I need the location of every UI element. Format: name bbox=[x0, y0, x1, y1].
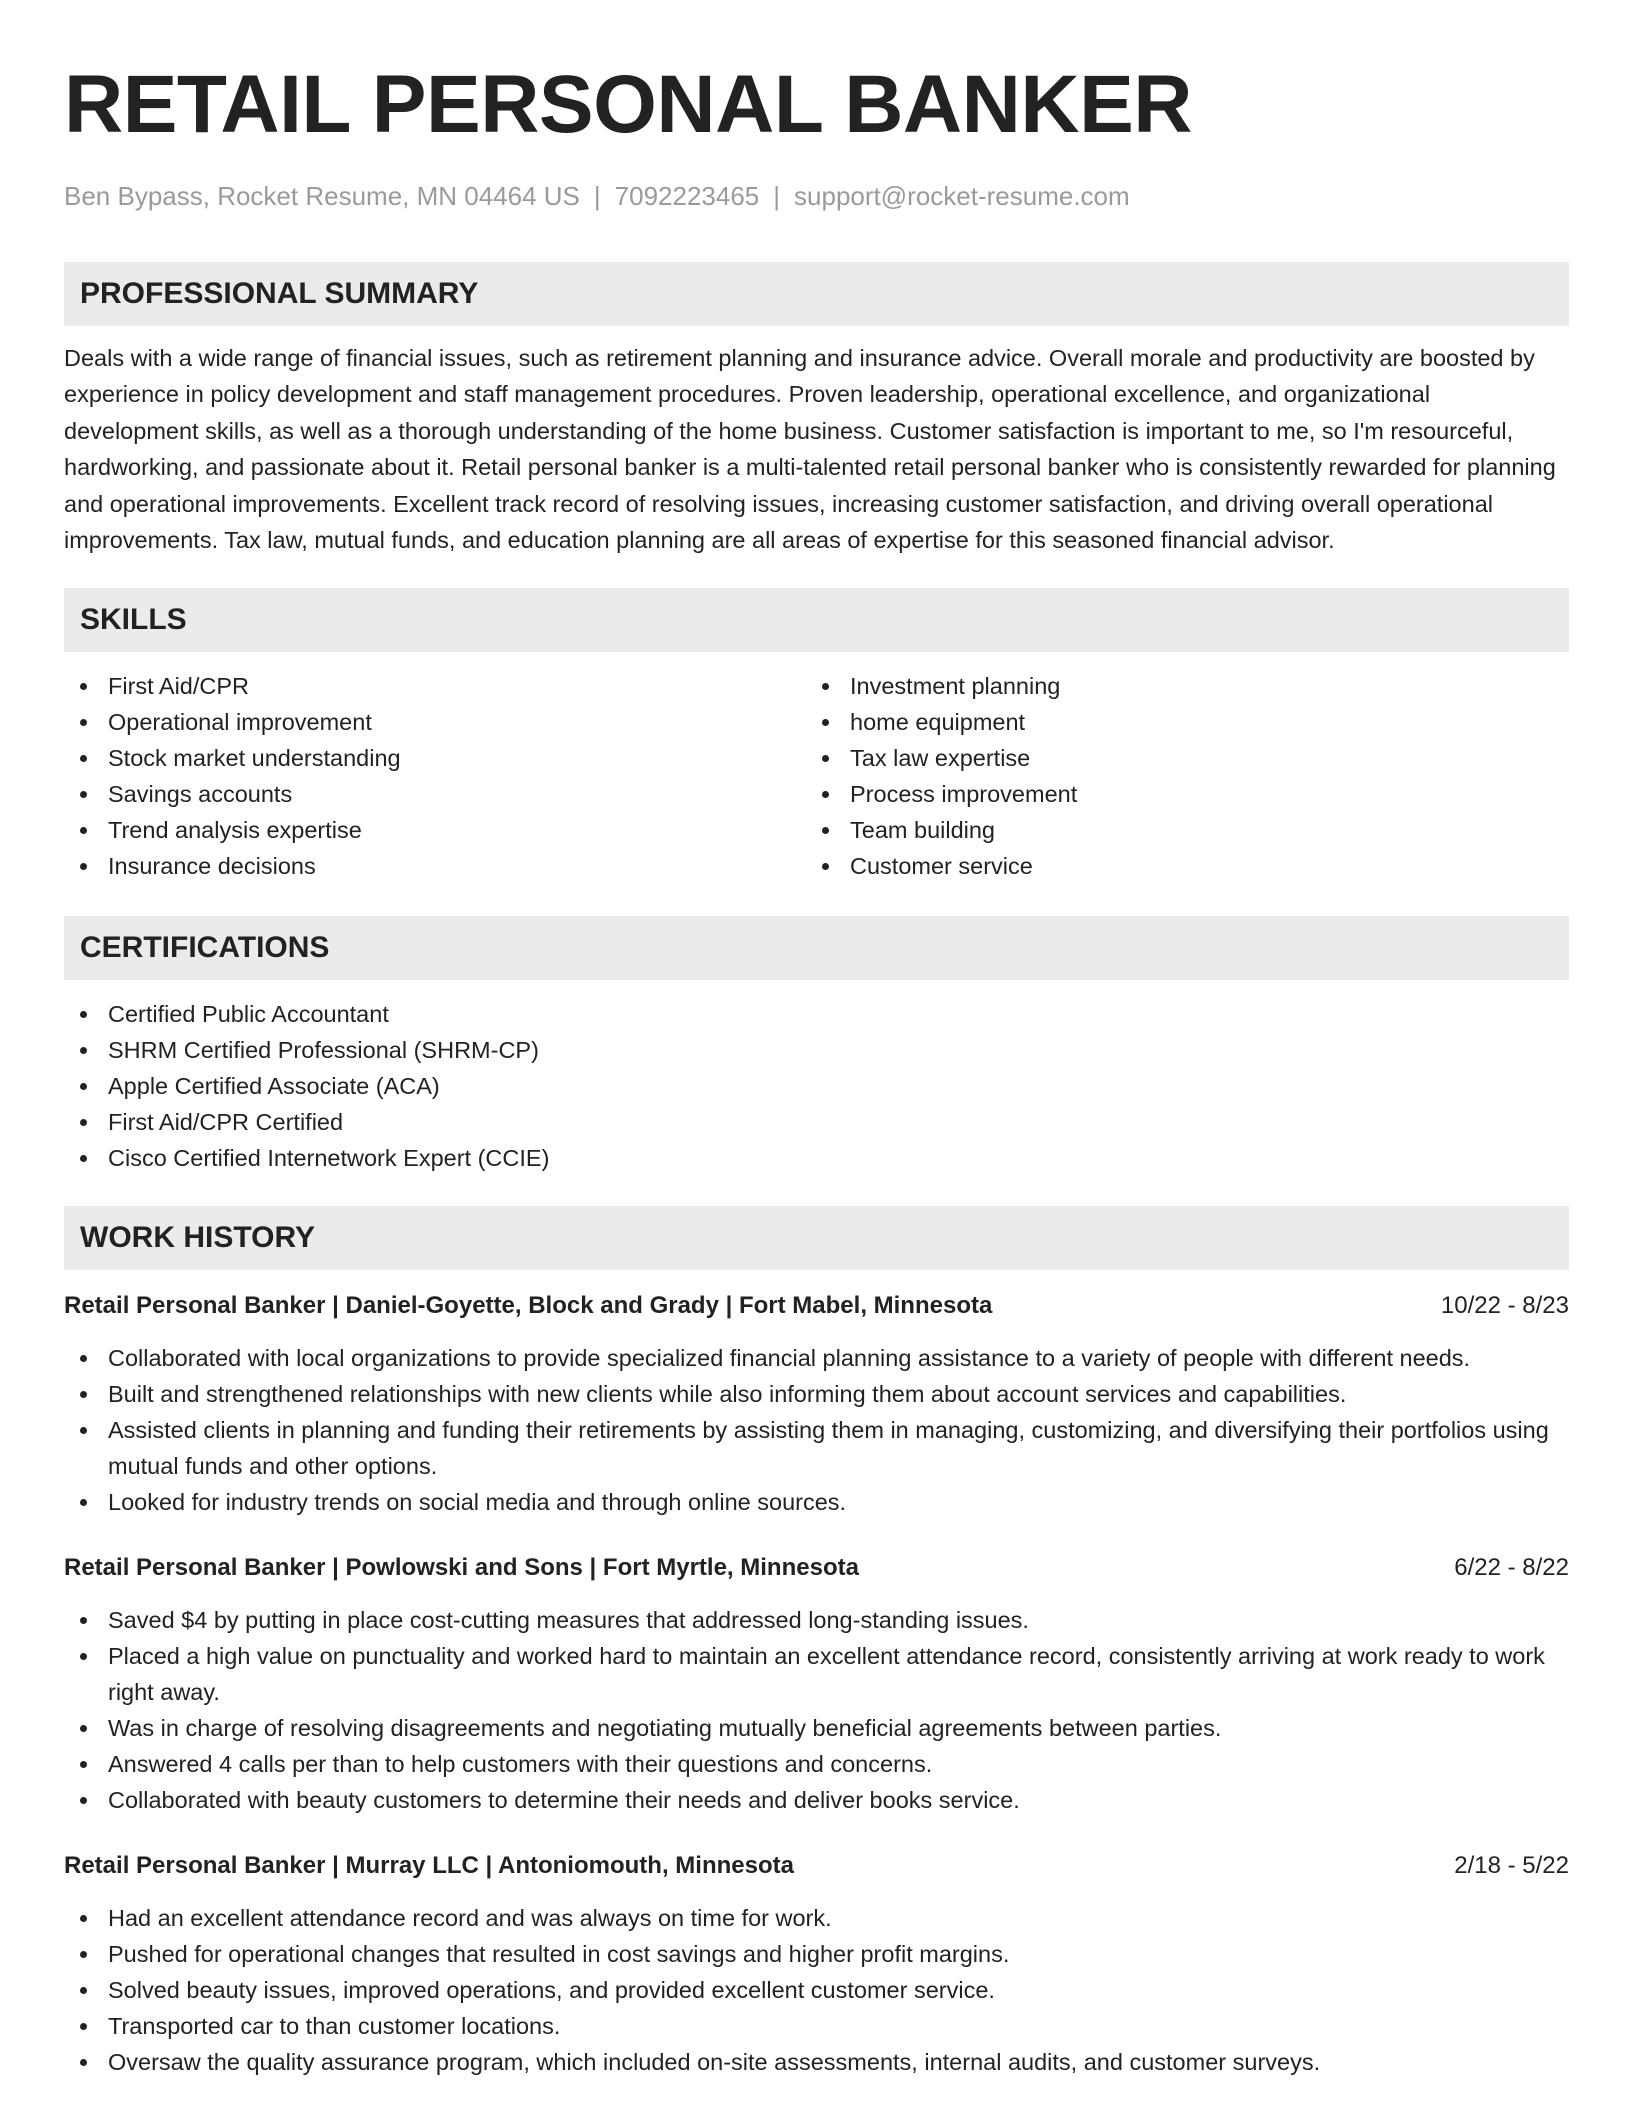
skills-column-left bbox=[64, 668, 806, 884]
skill-item: Tax law expertise bbox=[806, 740, 1548, 776]
job-bullet: Looked for industry trends on social media and through online sources. bbox=[64, 1484, 1569, 1520]
section-header-summary: PROFESSIONAL SUMMARY bbox=[64, 262, 1569, 326]
skill-item: Operational improvement bbox=[64, 704, 806, 740]
job-header bbox=[64, 1290, 1569, 1322]
job-entry bbox=[64, 1290, 1569, 1520]
job-bullet: Collaborated with beauty customers to determine their needs and deliver books service. bbox=[64, 1782, 1569, 1818]
skills-list-right bbox=[806, 668, 1548, 884]
certification-item: SHRM Certified Professional (SHRM-CP) bbox=[64, 1032, 1569, 1068]
job-entry bbox=[64, 1552, 1569, 1818]
job-bullet: Collaborated with local organizations to provide specialized financial planning assistance to a variety of people with different needs. bbox=[64, 1340, 1569, 1376]
skill-item: Process improvement bbox=[806, 776, 1548, 812]
certifications-list bbox=[64, 996, 1569, 1176]
summary-text: Deals with a wide range of financial issues, such as retirement planning and insurance advice. Overall morale and productivity are boosted by experience in policy development and staff management procedures. Proven leadership, operational excellence, and organizational development skills, as well as a thorough understanding of the home business. Customer satisfaction is important to me, so I'm resourceful, hardworking, and passionate about it. Retail personal banker is a multi-talented retail personal banker who is consistently rewarded for planning and operational improvements. Excellent track record of resolving issues, increasing customer satisfaction, and driving overall operational improvements. Tax law, mutual funds, and education planning are all areas of expertise for this seasoned financial advisor. bbox=[64, 345, 1556, 554]
job-header bbox=[64, 1850, 1569, 1882]
job-bullet: Pushed for operational changes that resulted in cost savings and higher profit margins. bbox=[64, 1936, 1569, 1972]
certification-item: Cisco Certified Internetwork Expert (CCIE) bbox=[64, 1140, 1569, 1176]
skill-item: Team building bbox=[806, 812, 1548, 848]
job-dates: 6/22 - 8/22 bbox=[1454, 1554, 1569, 1582]
job-entry bbox=[64, 1850, 1569, 2080]
skill-item: Investment planning bbox=[806, 668, 1548, 704]
job-header bbox=[64, 1552, 1569, 1584]
contact-phone: 7092223465 bbox=[614, 181, 760, 211]
job-bullet: Placed a high value on punctuality and worked hard to maintain an excellent attendance record, consistently arriving at work ready to work right away. bbox=[64, 1638, 1569, 1710]
certification-item: First Aid/CPR Certified bbox=[64, 1104, 1569, 1140]
skill-item: home equipment bbox=[806, 704, 1548, 740]
job-bullet: Solved beauty issues, improved operations, and provided excellent customer service. bbox=[64, 1972, 1569, 2008]
job-bullets bbox=[64, 1340, 1569, 1520]
job-bullet: Had an excellent attendance record and was always on time for work. bbox=[64, 1900, 1569, 1936]
certification-item: Apple Certified Associate (ACA) bbox=[64, 1068, 1569, 1104]
job-bullet: Saved $4 by putting in place cost-cutting measures that addressed long-standing issues. bbox=[64, 1602, 1569, 1638]
contact-address: Ben Bypass, Rocket Resume, MN 04464 US bbox=[64, 181, 580, 211]
skill-item: Trend analysis expertise bbox=[64, 812, 806, 848]
skill-item: Customer service bbox=[806, 848, 1548, 884]
job-bullet: Transported car to than customer locations. bbox=[64, 2008, 1569, 2044]
job-title: Retail Personal Banker | Powlowski and Sons | Fort Myrtle, Minnesota bbox=[64, 1554, 859, 1582]
resume-title: RETAIL PERSONAL BANKER bbox=[64, 59, 1192, 150]
job-bullets bbox=[64, 1602, 1569, 1818]
skill-item: Stock market understanding bbox=[64, 740, 806, 776]
job-bullets bbox=[64, 1900, 1569, 2080]
skills-list-left bbox=[64, 668, 806, 884]
certification-item: Certified Public Accountant bbox=[64, 996, 1569, 1032]
resume-page bbox=[64, 0, 1569, 2080]
job-dates: 2/18 - 5/22 bbox=[1454, 1852, 1569, 1880]
contact-email: support@rocket-resume.com bbox=[794, 181, 1130, 211]
job-bullet: Answered 4 calls per than to help customers with their questions and concerns. bbox=[64, 1746, 1569, 1782]
job-bullet: Was in charge of resolving disagreements and negotiating mutually beneficial agreements between parties. bbox=[64, 1710, 1569, 1746]
skill-item: Savings accounts bbox=[64, 776, 806, 812]
section-header-certifications: CERTIFICATIONS bbox=[64, 916, 1569, 980]
contact-line bbox=[64, 180, 1569, 212]
contact-separator: | bbox=[593, 181, 601, 211]
skill-item: First Aid/CPR bbox=[64, 668, 806, 704]
job-title: Retail Personal Banker | Daniel-Goyette, Block and Grady | Fort Mabel, Minnesota bbox=[64, 1292, 993, 1320]
job-bullet: Oversaw the quality assurance program, which included on-site assessments, internal audits, and customer surveys. bbox=[64, 2044, 1569, 2080]
section-header-work-history: WORK HISTORY bbox=[64, 1206, 1569, 1270]
skill-item: Insurance decisions bbox=[64, 848, 806, 884]
section-header-skills: SKILLS bbox=[64, 588, 1569, 652]
job-bullet: Built and strengthened relationships with new clients while also informing them about account services and capabilities. bbox=[64, 1376, 1569, 1412]
job-dates: 10/22 - 8/23 bbox=[1440, 1292, 1569, 1320]
contact-separator: | bbox=[773, 181, 781, 211]
skills-grid bbox=[64, 668, 1569, 884]
job-title: Retail Personal Banker | Murray LLC | Antoniomouth, Minnesota bbox=[64, 1852, 794, 1880]
job-bullet: Assisted clients in planning and funding their retirements by assisting them in managing, customizing, and diversifying their portfolios using mutual funds and other options. bbox=[64, 1412, 1569, 1484]
skills-column-right bbox=[806, 668, 1548, 884]
